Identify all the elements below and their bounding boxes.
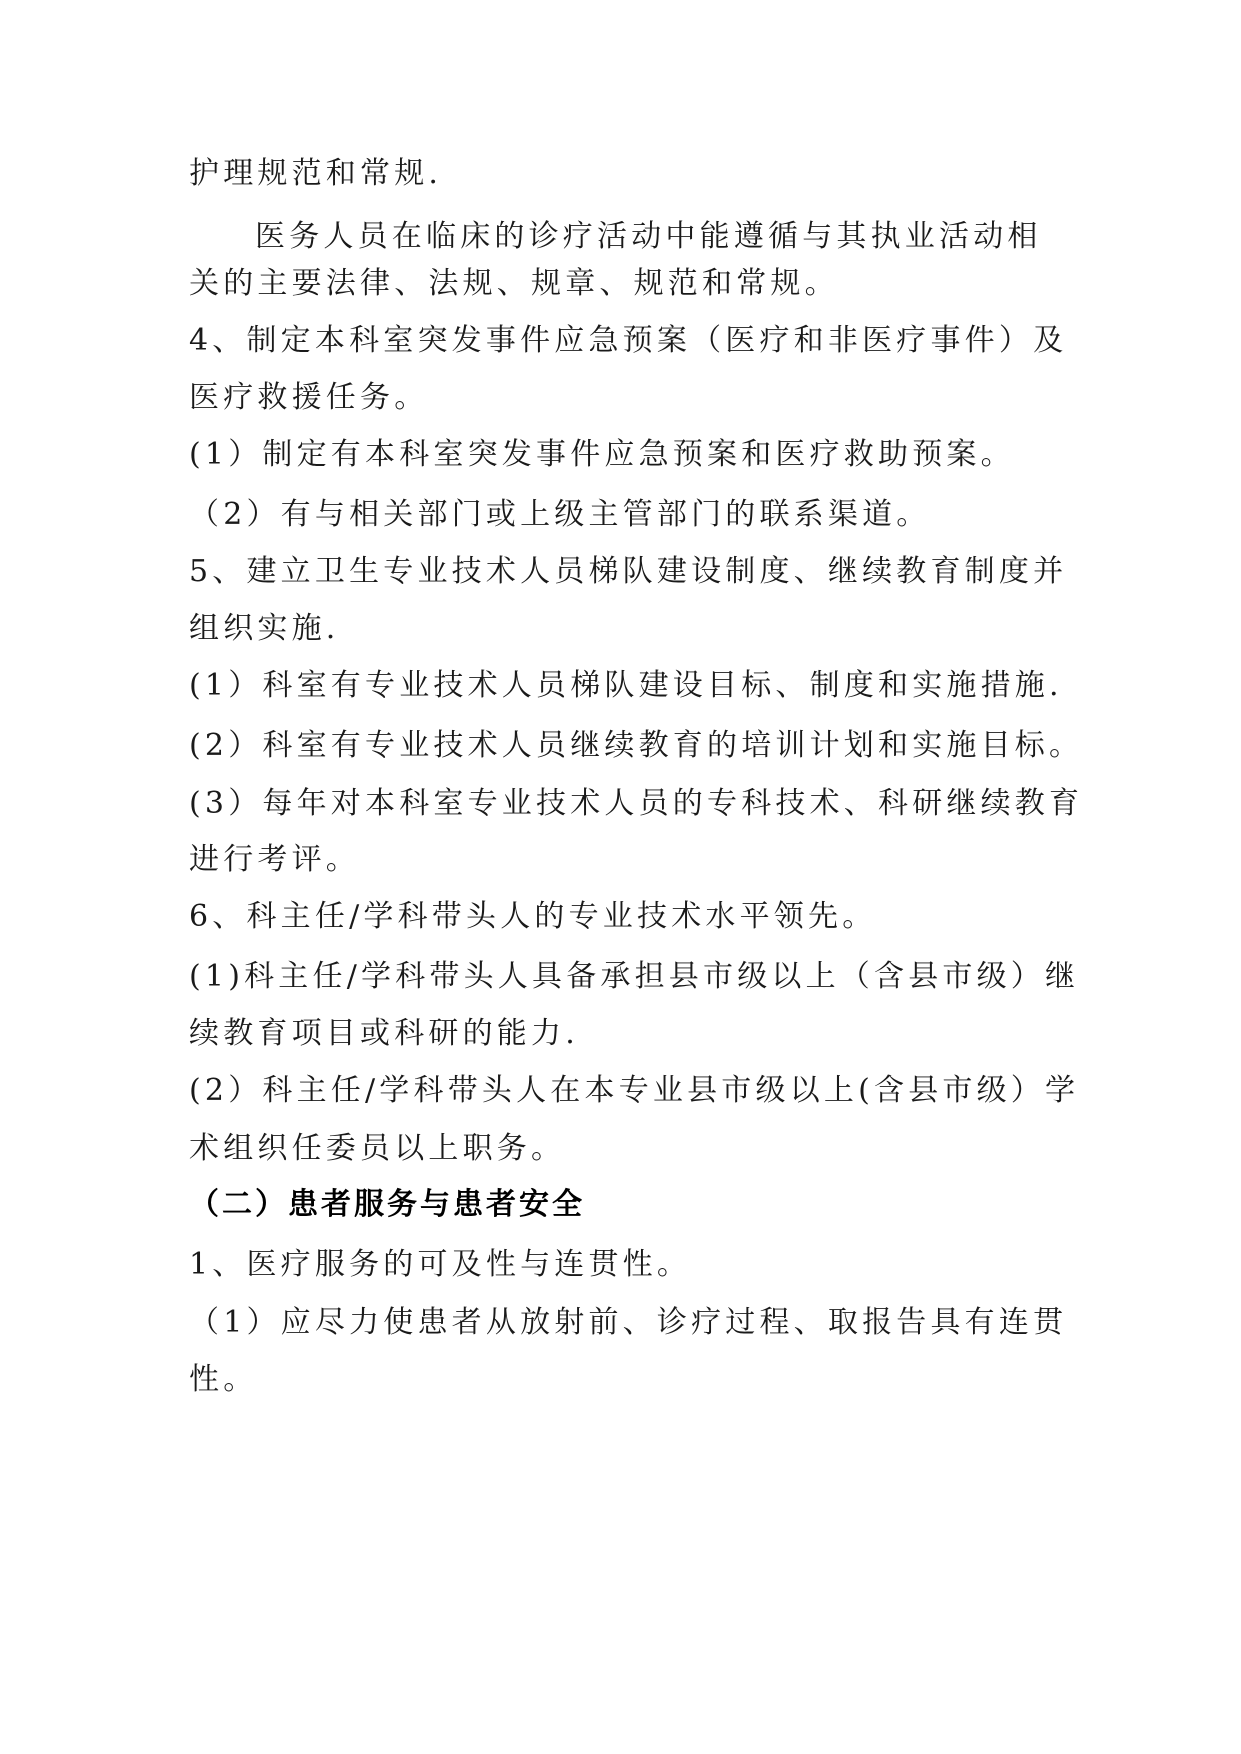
text-line: 关的主要法律、法规、规章、规范和常规。 — [189, 266, 839, 301]
item-1-heading: 1、医疗服务的可及性与连贯性。 — [189, 1247, 692, 1282]
text-line: 术组织任委员以上职务。 — [189, 1131, 566, 1166]
item-6-heading: 6、科主任/学科带头人的专业技术水平领先。 — [189, 899, 877, 934]
sub-item-line: (2）科主任/学科带头人在本专业县市级以上(含县市级）学 — [189, 1073, 1080, 1108]
text-line: 医疗救援任务。 — [189, 380, 429, 415]
text-line: 性。 — [189, 1362, 258, 1397]
item-4-heading: 4、制定本科室突发事件应急预案（医疗和非医疗事件）及 — [189, 323, 1068, 358]
sub-item-line: （1）应尽力使患者从放射前、诊疗过程、取报告具有连贯 — [189, 1305, 1068, 1340]
sub-item-line: (2）科室有专业技术人员继续教育的培训计划和实施目标。 — [189, 728, 1084, 763]
item-5-heading: 5、建立卫生专业技术人员梯队建设制度、继续教育制度并 — [189, 554, 1068, 589]
text-line: 进行考评。 — [189, 842, 360, 877]
sub-item-line: (1）科室有专业技术人员梯队建设目标、制度和实施措施. — [189, 668, 1063, 703]
section-heading: （二）患者服务与患者安全 — [189, 1187, 585, 1222]
sub-item-line: (1)科主任/学科带头人具备承担县市级以上（含县市级）继 — [189, 959, 1080, 994]
text-line: 续教育项目或科研的能力. — [189, 1016, 579, 1051]
sub-item-line: (1）制定有本科室突发事件应急预案和医疗救助预案。 — [189, 437, 1015, 472]
text-line: 护理规范和常规. — [189, 156, 443, 191]
paragraph-first-line: 医务人员在临床的诊疗活动中能遵循与其执业活动相 — [255, 219, 1042, 254]
sub-item-line: （2）有与相关部门或上级主管部门的联系渠道。 — [189, 497, 931, 532]
sub-item-line: (3）每年对本科室专业技术人员的专科技术、科研继续教育 — [189, 786, 1084, 821]
text-line: 组织实施. — [189, 611, 340, 646]
